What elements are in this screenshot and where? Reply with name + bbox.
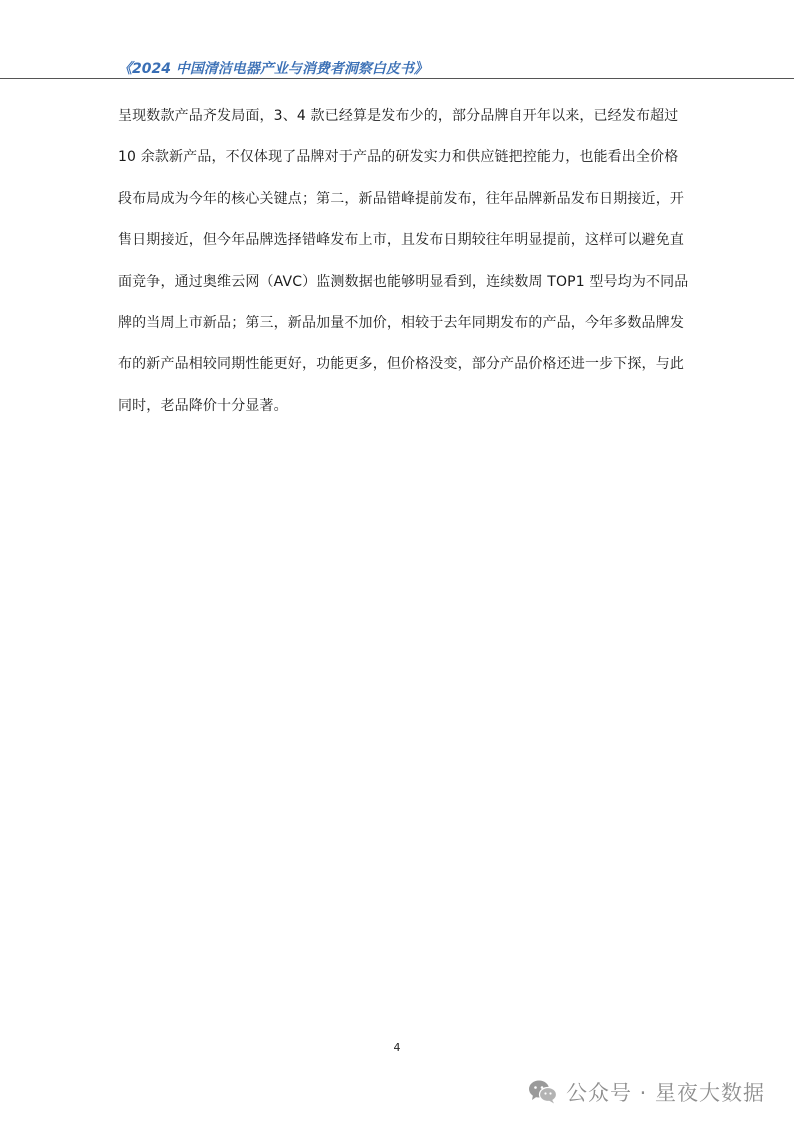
body-line: 段布局成为今年的核心关键点；第二，新品错峰提前发布，往年品牌新品发布日期接近，开: [118, 190, 684, 207]
header-divider: [0, 78, 794, 79]
body-line: 牌的当周上市新品；第三，新品加量不加价，相较于去年同期发布的产品，今年多数品牌发: [118, 314, 684, 331]
document-header-title: 《2024 中国清洁电器产业与消费者洞察白皮书》: [118, 61, 428, 77]
page-number: 4: [393, 1041, 401, 1054]
body-line: 售日期接近，但今年品牌选择错峰发布上市，且发布日期较往年明显提前，这样可以避免直: [118, 232, 684, 249]
body-line: 同时，老品降价十分显著。: [118, 397, 288, 414]
body-line: 布的新产品相较同期性能更好，功能更多，但价格没变，部分产品价格还进一步下探，与此: [118, 356, 684, 373]
body-line: 呈现数款产品齐发局面，3、4 款已经算是发布少的，部分品牌自开年以来，已经发布超过: [118, 108, 679, 124]
body-line: 10 余款新产品，不仅体现了品牌对于产品的研发实力和供应链把控能力，也能看出全价格: [118, 149, 679, 166]
body-line: 面竞争，通过奥维云网（AVC）监测数据也能够明显看到，连续数周 TOP1 型号均为不同品: [118, 273, 689, 290]
watermark: [528, 1074, 765, 1110]
wechat-icon: [528, 1079, 558, 1105]
body-paragraph: [118, 102, 689, 433]
watermark-text: 公众号 · 星夜大数据: [566, 1081, 766, 1105]
